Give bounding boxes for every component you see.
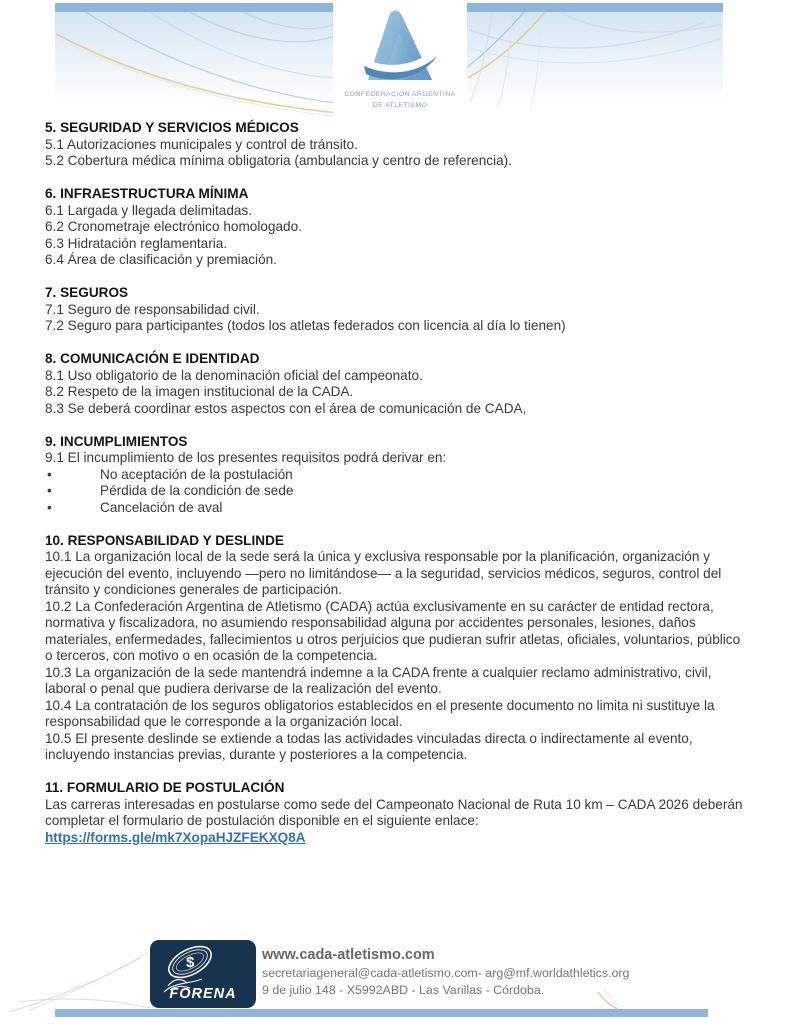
footer-address: 9 de julio 148 - X5992ABD - Las Varillas - Córdoba. bbox=[262, 983, 545, 997]
bullet-icon: • bbox=[47, 466, 52, 482]
postulation-form-link[interactable]: https://forms.gle/mk7XopaHJZFEKXQ8A bbox=[45, 829, 306, 845]
org-name-line2: DE ATLETISMO bbox=[372, 102, 428, 109]
page-footer bbox=[0, 930, 791, 1024]
section-item: 7.1 Seguro de responsabilidad civil. bbox=[45, 301, 260, 317]
section-heading: 7. SEGUROS bbox=[45, 285, 129, 300]
cada-a-logo-icon bbox=[362, 6, 438, 88]
page-header bbox=[0, 0, 791, 120]
section-paragraph: 10.4 La contratación de los seguros obligatorios establecidos en el presente documento no limita ni sustituye la responsabilidad que le corresponde a la organización local. bbox=[45, 697, 715, 729]
section-heading: 6. INFRAESTRUCTURA MÍNIMA bbox=[45, 186, 249, 201]
section-item: 7.2 Seguro para participantes (todos los atletas federados con licencia al día lo tienen) bbox=[45, 318, 566, 333]
bullet-icon: • bbox=[47, 483, 52, 498]
bullet-item bbox=[45, 500, 746, 517]
bullet-text: Cancelación de aval bbox=[100, 499, 223, 515]
section-item: 6.3 Hidratación reglamentaria. bbox=[45, 235, 228, 251]
section-item: 8.2 Respeto de la imagen institucional de la CADA. bbox=[45, 384, 354, 399]
forena-wordmark: FORENA bbox=[169, 986, 237, 1002]
footer-bottom-band bbox=[55, 1009, 708, 1017]
section-heading: 11. FORMULARIO DE POSTULACIÓN bbox=[45, 780, 285, 795]
section-7-seguros bbox=[45, 285, 746, 335]
section-heading: 5. SEGURIDAD Y SERVICIOS MÉDICOS bbox=[45, 120, 299, 135]
section-heading: 8. COMUNICACIÓN E IDENTIDAD bbox=[45, 351, 260, 366]
bullet-text: No aceptación de la postulación bbox=[100, 466, 293, 482]
footer-emails: secretariageneral@cada-atletismo.com- arg@mf.worldathletics.org bbox=[262, 966, 630, 980]
footer-contact-block bbox=[262, 946, 629, 999]
section-paragraph: 10.2 La Confederación Argentina de Atletismo (CADA) actúa exclusivamente en su carácter de entidad rectora, normativa y fiscalizadora, no asumiendo responsabilidad alguna por accidentes personales, lesiones, daños materiales, enfermedades, fallecimientos u otros perjuicios que pudieran sufrir atletas, oficiales, voluntarios, público o terceros, con motivo o en ocasión de la competencia. bbox=[45, 598, 741, 663]
section-item: 5.1 Autorizaciones municipales y control de tránsito. bbox=[45, 136, 358, 152]
section-paragraph: 10.5 El presente deslinde se extiende a todas las actividades vinculadas directa o indirectamente al evento, incluyendo instancias previas, durante y posteriores a la competencia. bbox=[45, 730, 693, 762]
section-8-comunicacion bbox=[45, 351, 746, 417]
section-intro: 9.1 El incumplimiento de los presentes requisitos podrá derivar en: bbox=[45, 450, 447, 465]
section-11-formulario bbox=[45, 780, 746, 846]
section-item: 8.1 Uso obligatorio de la denominación oficial del campeonato. bbox=[45, 367, 423, 383]
section-paragraph: 10.3 La organización de la sede mantendrá indemne a la CADA frente a cualquier reclamo administrativo, civil, laboral o penal que pudiera derivarse de la realización del evento. bbox=[45, 664, 712, 696]
document-body bbox=[45, 120, 746, 863]
section-paragraph: 10.1 La organización local de la sede será la única y exclusiva responsable por la planificación, organización y ejecución del evento, incluyendo —pero no limitándose— a la seguridad, servicios médicos, seguros, control del tránsito y condiciones generales de participación. bbox=[45, 549, 722, 597]
section-item: 5.2 Cobertura médica mínima obligatoria (ambulancia y centro de referencia). bbox=[45, 153, 512, 168]
svg-text:$: $ bbox=[186, 954, 195, 971]
bullet-item bbox=[45, 483, 746, 500]
section-item: 6.4 Área de clasificación y premiación. bbox=[45, 252, 277, 267]
org-name-line1: CONFEDERACIÓN ARGENTINA bbox=[344, 91, 456, 98]
section-9-incumplimientos bbox=[45, 434, 746, 517]
cada-logo bbox=[333, 0, 467, 118]
section-item: 6.1 Largada y llegada delimitadas. bbox=[45, 202, 253, 218]
section-item: 6.2 Cronometraje electrónico homologado. bbox=[45, 219, 302, 234]
footer-website: www.cada-atletismo.com bbox=[262, 947, 435, 963]
bullet-text: Pérdida de la condición de sede bbox=[100, 483, 294, 498]
section-6-infraestructura bbox=[45, 186, 746, 269]
section-5-seguridad bbox=[45, 120, 746, 170]
bullet-icon: • bbox=[47, 499, 52, 515]
section-heading: 10. RESPONSABILIDAD Y DESLINDE bbox=[45, 532, 284, 548]
section-10-responsabilidad bbox=[45, 533, 746, 764]
section-paragraph: Las carreras interesadas en postularse como sede del Campeonato Nacional de Ruta 10 km – CADA 2026 deberán completar el formulario de postulación disponible en el siguiente enlace: bbox=[45, 796, 743, 828]
section-heading: 9. INCUMPLIMIENTOS bbox=[45, 433, 188, 449]
forena-logo bbox=[150, 940, 256, 1008]
bullet-item bbox=[45, 467, 746, 484]
section-item: 8.3 Se deberá coordinar estos aspectos con el área de comunicación de CADA, bbox=[45, 400, 527, 416]
